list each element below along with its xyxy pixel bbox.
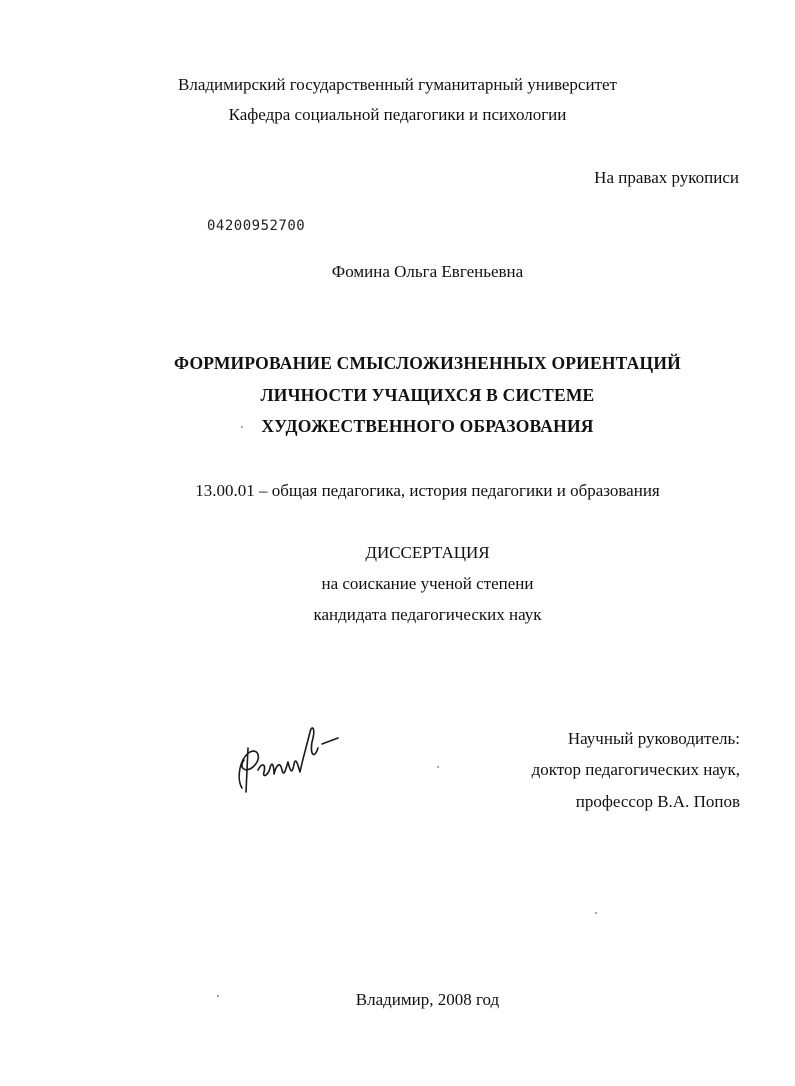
catalog-number: 04200952700: [207, 218, 306, 234]
department-name: Кафедра социальной педагогики и психологии: [228, 105, 567, 124]
supervisor-label: Научный руководитель:: [567, 729, 740, 748]
author-signature: [228, 718, 343, 798]
supervisor-name: профессор В.А. Попов: [575, 792, 740, 811]
university-name: Владимирский государственный гуманитарный университет: [178, 75, 617, 94]
title-line-1: ФОРМИРОВАНИЕ СМЫСЛОЖИЗНЕННЫХ ОРИЕНТАЦИЙ: [174, 353, 681, 373]
footer-city-year: Владимир, 2008 год: [355, 990, 500, 1009]
title-line-2: ЛИЧНОСТИ УЧАЩИХСЯ В СИСТЕМЕ: [260, 385, 595, 405]
scan-speck: [217, 995, 219, 997]
supervisor-degree: доктор педагогических наук,: [531, 760, 740, 779]
manuscript-note: На правах рукописи: [594, 168, 739, 187]
title-line-3: ХУДОЖЕСТВЕННОГО ОБРАЗОВАНИЯ: [261, 416, 594, 436]
scan-speck: [241, 426, 243, 428]
author-name: Фомина Ольга Евгеньевна: [331, 262, 524, 281]
degree-line-1: на соискание ученой степени: [321, 574, 534, 593]
specialty: 13.00.01 – общая педагогика, история педагогики и образования: [195, 481, 660, 500]
degree-type: ДИССЕРТАЦИЯ: [365, 543, 490, 562]
scan-speck: [595, 912, 597, 914]
scan-speck: [437, 766, 439, 768]
degree-line-2: кандидата педагогических наук: [313, 605, 542, 624]
